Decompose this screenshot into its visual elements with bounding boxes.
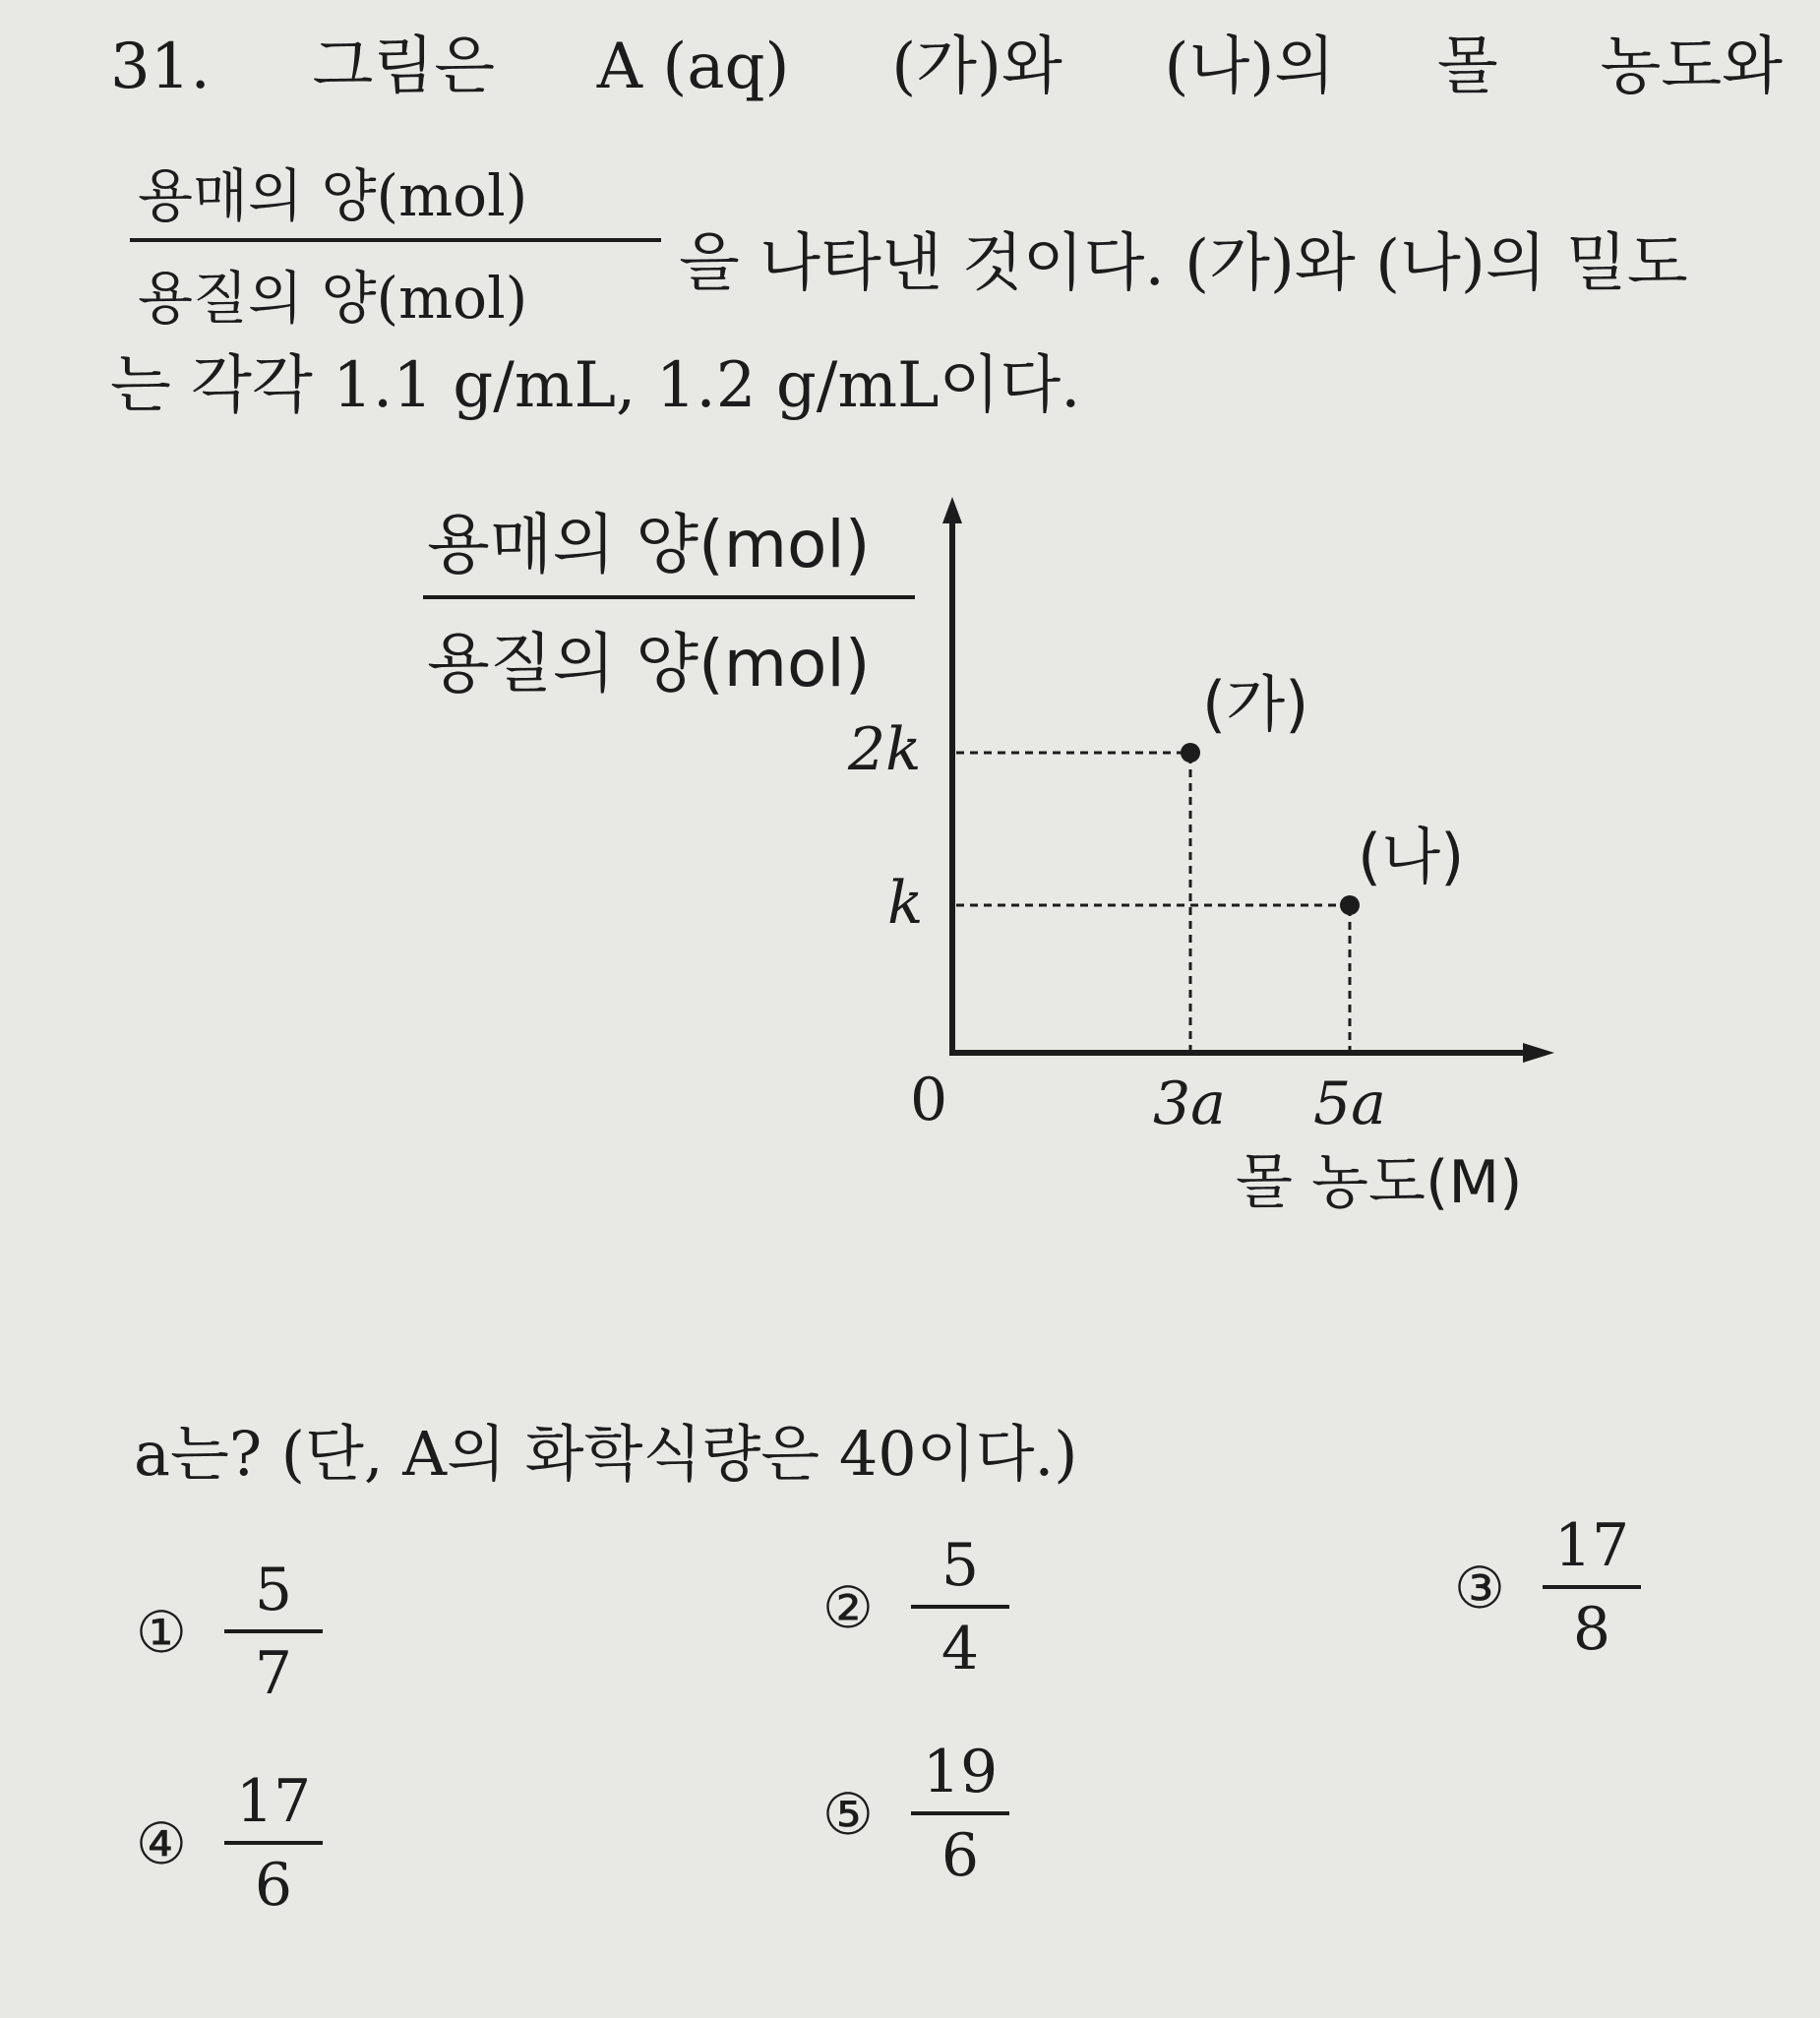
fraction-bar	[224, 1629, 323, 1633]
denominator: 4	[940, 1615, 980, 1683]
choice-fraction	[1543, 1511, 1641, 1664]
choice-fraction	[224, 1767, 323, 1920]
choice-fraction	[911, 1531, 1009, 1683]
fraction-bar	[911, 1605, 1009, 1609]
choice-fraction	[911, 1738, 1009, 1890]
line1-word: 몰	[1436, 31, 1498, 103]
ratio-fraction	[130, 150, 661, 335]
numerator: 5	[940, 1531, 980, 1600]
line1-word: (가)와	[891, 31, 1062, 103]
data-point-ga	[1181, 743, 1200, 763]
question-prompt: a는? (단, A의 화학식량은 40이다.)	[134, 1418, 1078, 1490]
denominator: 7	[254, 1639, 293, 1708]
numerator: 19	[922, 1738, 999, 1806]
x-axis-arrow	[1523, 1043, 1554, 1063]
fraction-bar	[1543, 1585, 1641, 1589]
line1-word: A (aq)	[596, 31, 790, 103]
y-label-numerator: 용매의 양(mol)	[427, 507, 871, 582]
choice-1[interactable]	[136, 1556, 323, 1708]
y-tick-2k: 2k	[848, 715, 922, 784]
y-tick-k: k	[887, 869, 924, 938]
data-point-na	[1340, 895, 1360, 915]
ratio-numerator: 용매의 양(mol)	[138, 162, 528, 229]
choice-2[interactable]	[822, 1531, 1009, 1683]
question-line-2: 을 나타낸 것이다. (가)와 (나)의 밀도	[679, 227, 1688, 300]
choice-5[interactable]	[822, 1738, 1009, 1890]
denominator: 6	[940, 1821, 980, 1890]
origin-label: 0	[910, 1066, 948, 1134]
y-label-denominator: 용질의 양(mol)	[427, 626, 871, 702]
denominator: 6	[254, 1851, 293, 1920]
concentration-chart	[413, 492, 1594, 1240]
numerator: 5	[254, 1556, 293, 1624]
question-line-1	[110, 31, 1783, 103]
x-tick-5a: 5a	[1313, 1070, 1386, 1138]
line1-word: 그림은	[312, 31, 496, 103]
point-label-ga: (가)	[1202, 668, 1309, 740]
numerator: 17	[235, 1767, 312, 1836]
ratio-denominator: 용질의 양(mol)	[138, 265, 528, 332]
x-tick-3a: 3a	[1153, 1070, 1226, 1138]
fraction-bar	[224, 1841, 323, 1845]
choice-marker: ①	[136, 1599, 187, 1666]
denominator: 8	[1572, 1595, 1611, 1664]
x-axis-label: 몰 농도(M)	[1236, 1148, 1523, 1217]
question-number: 31.	[110, 31, 211, 103]
fraction-bar	[911, 1811, 1009, 1815]
y-axis-arrow	[942, 497, 962, 523]
choice-4[interactable]	[136, 1767, 323, 1920]
question-line-3: 는 각각 1.1 g/mL, 1.2 g/mL이다.	[110, 349, 1081, 422]
choice-marker: ④	[136, 1810, 187, 1877]
line1-word: (나)의	[1164, 31, 1336, 103]
choice-fraction	[224, 1556, 323, 1708]
choice-marker: ⑤	[822, 1781, 874, 1848]
fraction-bar	[130, 238, 661, 242]
line1-word: 농도와	[1600, 31, 1783, 103]
numerator: 17	[1553, 1511, 1630, 1580]
point-label-na: (나)	[1358, 821, 1465, 892]
choice-marker: ②	[822, 1574, 874, 1641]
choice-marker: ③	[1454, 1555, 1505, 1621]
choice-3[interactable]	[1454, 1511, 1641, 1664]
